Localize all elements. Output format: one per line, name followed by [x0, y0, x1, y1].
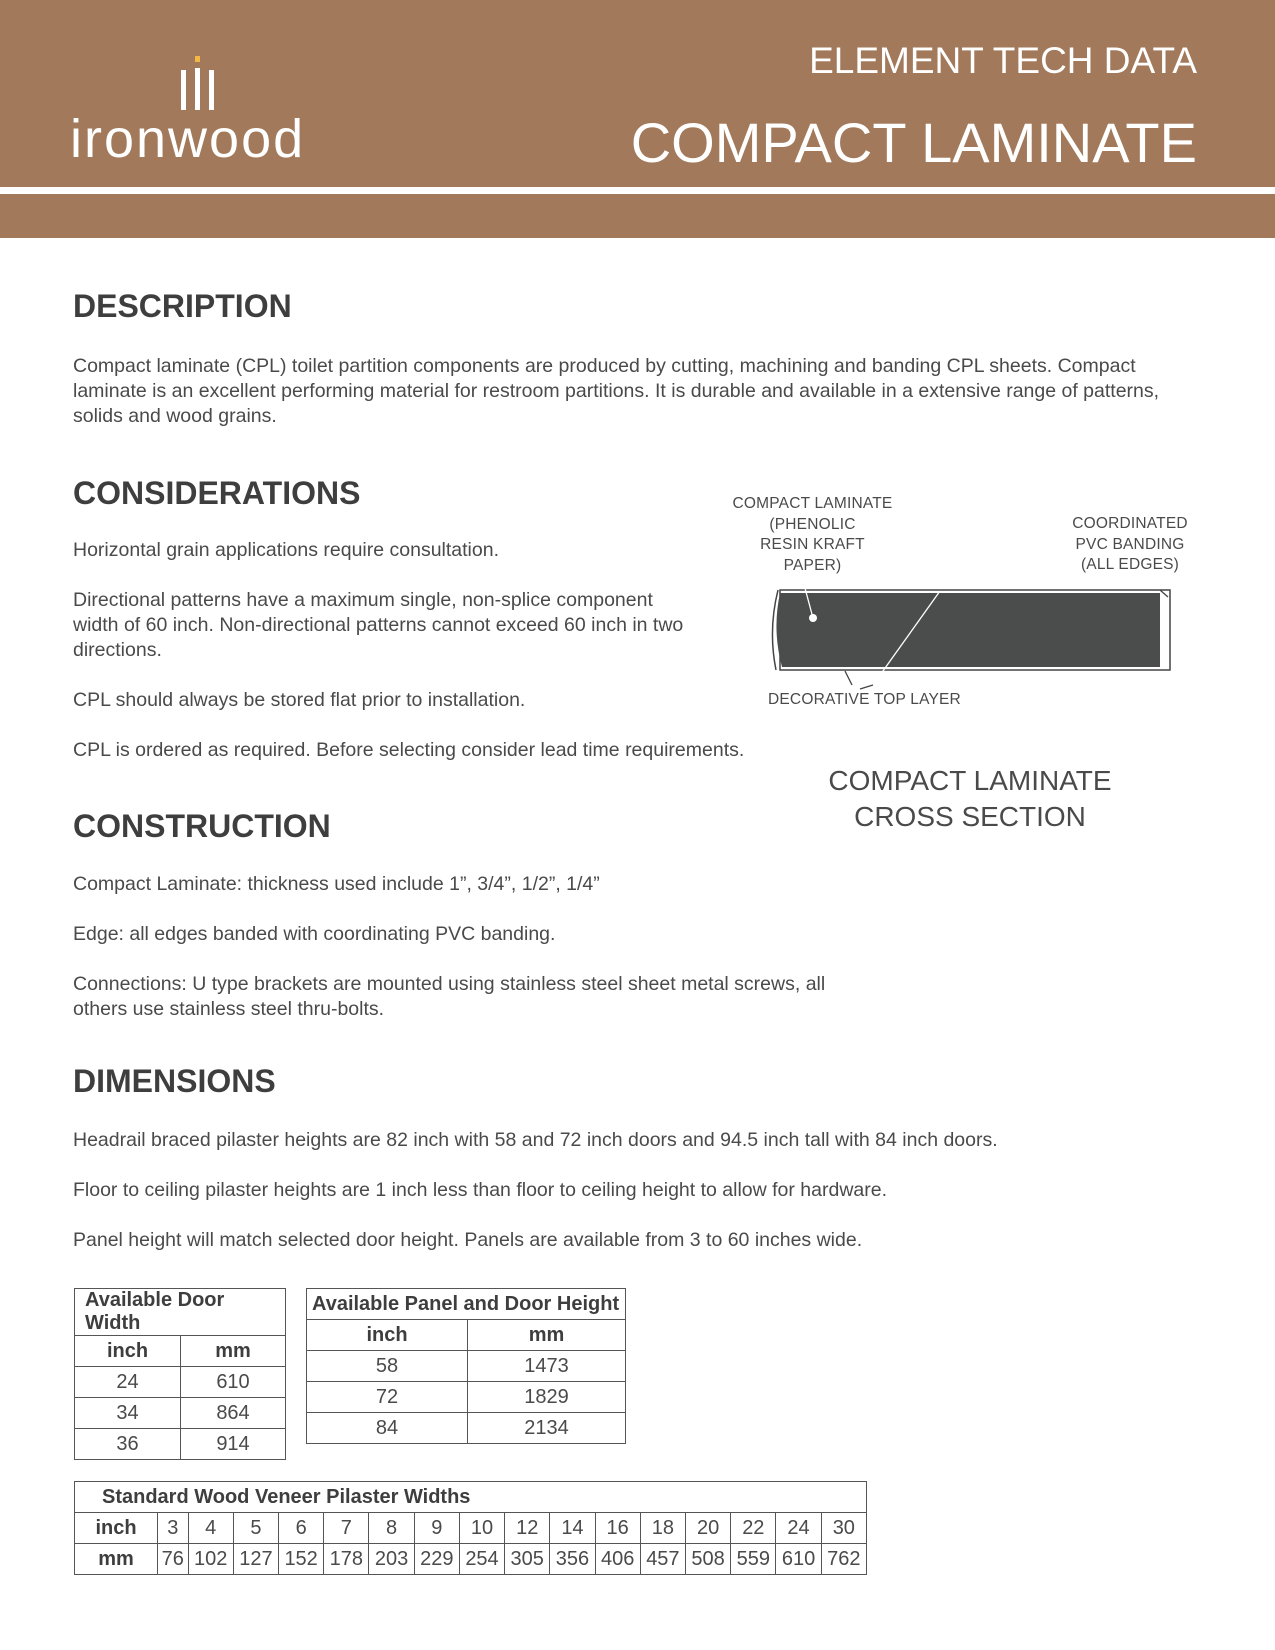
table-row: mm 76 102 127 152 178 203 229 254 305 356 406 457 508 559 610 762	[75, 1544, 867, 1575]
table-title: Standard Wood Veneer Pilaster Widths	[75, 1482, 867, 1513]
column-header: inch	[307, 1320, 468, 1351]
table-cell: 10	[459, 1513, 504, 1544]
table-row: 24 610	[75, 1367, 286, 1398]
consideration-item: CPL is ordered as required. Before selecting consider lead time requirements.	[73, 739, 745, 761]
construction-item: Compact Laminate: thickness used include 1”, 3/4”, 1/2”, 1/4”	[73, 873, 600, 895]
table-cell: 3	[158, 1513, 189, 1544]
pilaster-widths-table	[74, 1481, 867, 1575]
table-row: 36 914	[75, 1429, 286, 1460]
label-banding: COORDINATED PVC BANDING (ALL EDGES)	[1072, 515, 1188, 573]
dimensions-heading: DIMENSIONS	[73, 1063, 276, 1099]
column-header: inch	[75, 1336, 181, 1367]
dimensions-item: Headrail braced pilaster heights are 82 inch with 58 and 72 inch doors and 94.5 inch tall with 84 inch doors.	[73, 1129, 998, 1151]
table-title: Available Panel and Door Height	[307, 1289, 626, 1320]
table-cell: 305	[505, 1544, 550, 1575]
table-row: 84 2134	[307, 1413, 626, 1444]
table-cell: 127	[233, 1544, 278, 1575]
consideration-item: CPL should always be stored flat prior to installation.	[73, 689, 526, 711]
table-row: 58 1473	[307, 1351, 626, 1382]
table-cell: 203	[369, 1544, 414, 1575]
table-title: Available Door Width	[75, 1289, 286, 1336]
column-header: mm	[468, 1320, 626, 1351]
table-row: 34 864	[75, 1398, 286, 1429]
table-cell: 406	[595, 1544, 640, 1575]
door-width-table	[74, 1288, 286, 1460]
table-cell: 9	[414, 1513, 459, 1544]
table-row: 72 1829	[307, 1382, 626, 1413]
column-header: mm	[181, 1336, 286, 1367]
table-row: inch 3 4 5 6 7 8 9 10 12 14 16 18 20 22 24 30	[75, 1513, 867, 1544]
table-cell: 8	[369, 1513, 414, 1544]
table-cell: 22	[731, 1513, 776, 1544]
diagram-caption: COMPACT LAMINATE CROSS SECTION	[828, 765, 1112, 832]
construction-item: Connections: U type brackets are mounted using stainless steel sheet metal screws, all others use stainless steel thru-bolts.	[73, 973, 826, 1020]
table-cell: 12	[505, 1513, 550, 1544]
table-cell: 559	[731, 1544, 776, 1575]
table-cell: 762	[821, 1544, 866, 1575]
description-heading: DESCRIPTION	[73, 288, 292, 324]
header-divider	[0, 187, 1275, 194]
ironwood-logo-icon	[178, 54, 218, 114]
table-cell: 7	[324, 1513, 369, 1544]
table-cell: 6	[279, 1513, 324, 1544]
table-cell: 102	[188, 1544, 233, 1575]
consideration-item: Horizontal grain applications require consultation.	[73, 539, 499, 561]
logo-wordmark: ironwood	[70, 109, 306, 169]
label-core: COMPACT LAMINATE (PHENOLIC RESIN KRAFT PAPER)	[732, 495, 893, 574]
table-cell: 508	[685, 1544, 730, 1575]
table-cell: 20	[685, 1513, 730, 1544]
table-cell: 229	[414, 1544, 459, 1575]
table-cell: 76	[158, 1544, 189, 1575]
document-kicker: ELEMENT TECH DATA	[809, 40, 1197, 81]
construction-item: Edge: all edges banded with coordinating PVC banding.	[73, 923, 556, 945]
table-cell: 16	[595, 1513, 640, 1544]
construction-heading: CONSTRUCTION	[73, 808, 331, 844]
document-title: COMPACT LAMINATE	[630, 111, 1197, 174]
label-top-layer: DECORATIVE TOP LAYER	[768, 691, 961, 708]
table-cell: 356	[550, 1544, 595, 1575]
table-cell: 30	[821, 1513, 866, 1544]
table-cell: 18	[640, 1513, 685, 1544]
table-cell: 24	[776, 1513, 821, 1544]
panel-door-height-table	[306, 1288, 626, 1444]
dimensions-item: Panel height will match selected door height. Panels are available from 3 to 60 inches wide.	[73, 1229, 863, 1251]
table-cell: 152	[279, 1544, 324, 1575]
table-cell: 254	[459, 1544, 504, 1575]
considerations-heading: CONSIDERATIONS	[73, 475, 361, 511]
table-cell: 14	[550, 1513, 595, 1544]
dimensions-item: Floor to ceiling pilaster heights are 1 inch less than floor to ceiling height to allow for hardware.	[73, 1179, 888, 1201]
description-body: Compact laminate (CPL) toilet partition components are produced by cutting, machining and banding CPL sheets. Compact laminate is an excellent performing material for restroom partitions. It is durable and available in a extensive range of patterns, solids and wood grains.	[73, 355, 1160, 427]
table-cell: 457	[640, 1544, 685, 1575]
table-cell: 178	[324, 1544, 369, 1575]
consideration-item: Directional patterns have a maximum single, non-splice component width of 60 inch. Non-directional patterns cannot exceed 60 inch in two directions.	[73, 589, 684, 661]
table-cell: 4	[188, 1513, 233, 1544]
header-lower-band	[0, 194, 1275, 238]
table-cell: 5	[233, 1513, 278, 1544]
cross-section-diagram	[770, 585, 1180, 690]
table-cell: 610	[776, 1544, 821, 1575]
